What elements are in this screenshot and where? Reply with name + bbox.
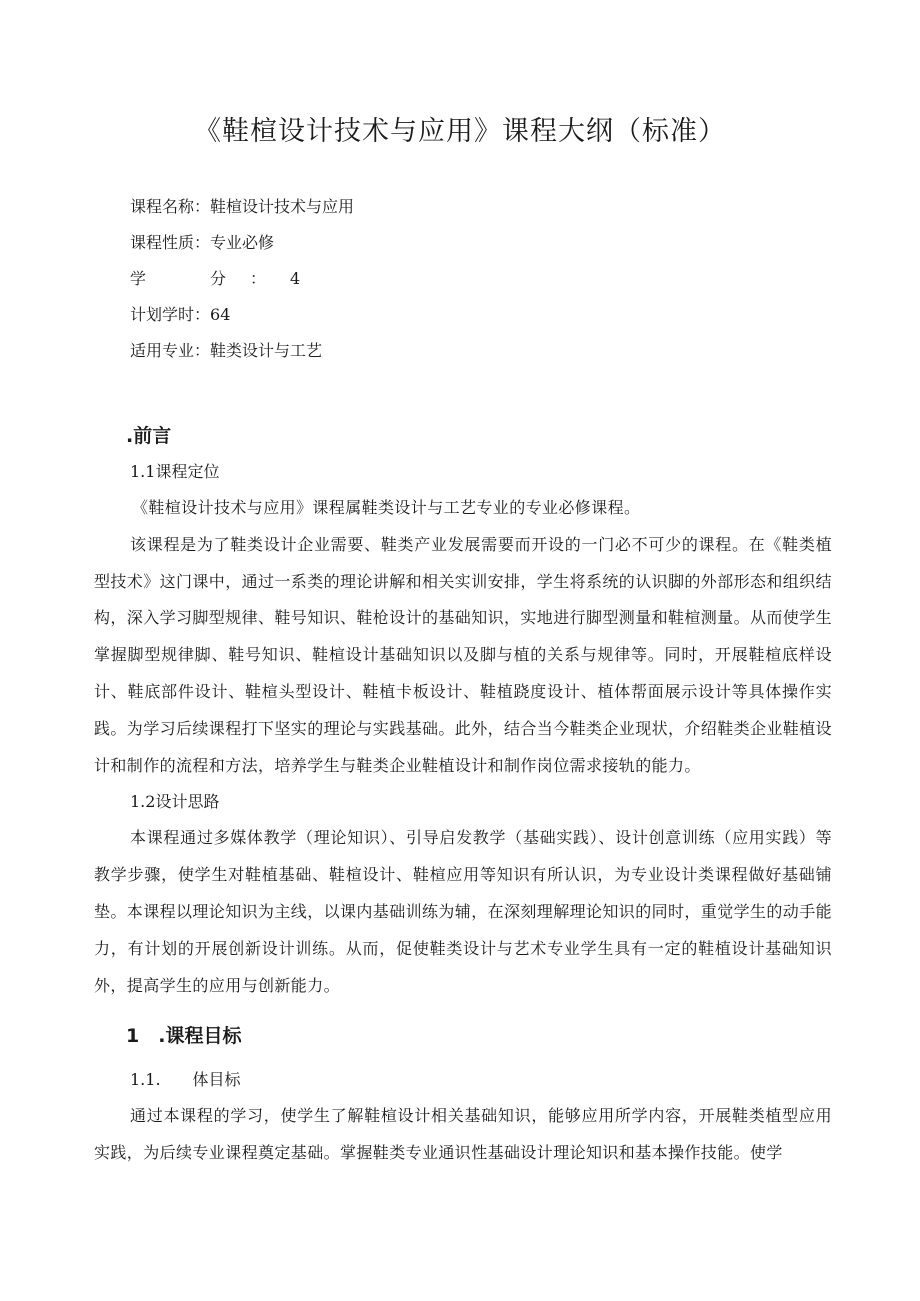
applicable-major-label: 适用专业：	[130, 341, 211, 360]
applicable-major-row	[130, 333, 354, 369]
preface-heading: .前言	[126, 425, 172, 447]
credits-value: 4	[290, 269, 301, 288]
overall-goal-paragraph: 通过本课程的学习，使学生了解鞋楦设计相关基础知识，能够应用所学内容，开展鞋类植型应用实践，为后续专业课程奠定基础。掌握鞋类专业通识性基础设计理论知识和基本操作技能。使学	[94, 1106, 832, 1163]
planned-hours-label: 计划学时：	[130, 305, 211, 324]
overall-goal-heading: 1.1. 体目标	[130, 1070, 241, 1090]
course-info-block	[130, 189, 354, 369]
design-approach-heading: 1.2设计思路	[130, 792, 220, 812]
course-name-value: 鞋楦设计技术与应用	[210, 197, 355, 216]
course-nature-value: 专业必修	[210, 233, 275, 252]
credits-row	[130, 261, 354, 297]
course-nature-label: 课程性质：	[130, 233, 211, 252]
course-positioning-heading: 1.1课程定位	[130, 462, 220, 481]
course-positioning-paragraph-2: 该课程是为了鞋类设计企业需要、鞋类产业发展需要而开设的一门必不可少的课程。在《鞋类植型技术》这门课中，通过一系类的理论讲解和相关实训安排，学生将系统的认识脚的外部形态和组织结构，深入学习脚型规律、鞋号知识、鞋枪设计的基础知识，实地进行脚型测量和鞋楦测量。从而使学生掌握脚型规律脚、鞋号知识、鞋楦设计基础知识以及脚与植的关系与规律等。同时，开展鞋楦底样设计、鞋底部件设计、鞋楦头型设计、鞋植卡板设计、鞋植跷度设计、植体帮面展示设计等具体操作实践。为学习后续课程打下坚实的理论与实践基础。此外，结合当今鞋类企业现状，介绍鞋类企业鞋植设计和制作的流程和方法，培养学生与鞋类企业鞋植设计和制作岗位需求接轨的能力。	[94, 534, 833, 775]
design-approach-paragraph: 本课程通过多媒体教学（理论知识）、引导启发教学（基础实践）、设计创意训练（应用实践）等教学步骤，使学生对鞋植基础、鞋楦设计、鞋楦应用等知识有所认识，为专业设计类课程做好基础铺垫。本课程以理论知识为主线，以课内基础训练为辅，在深刻理解理论知识的同时，重觉学生的动手能力，有计划的开展创新设计训练。从而，促使鞋类设计与艺术专业学生具有一定的鞋植设计基础知识外，提高学生的应用与创新能力。	[94, 828, 833, 995]
document-body	[94, 418, 832, 1172]
course-nature-row	[130, 225, 354, 261]
applicable-major-value: 鞋类设计与工艺	[210, 341, 323, 360]
course-goals-heading: 1 .课程目标	[126, 1025, 242, 1048]
planned-hours-value: 64	[210, 305, 231, 324]
planned-hours-row	[130, 297, 354, 333]
course-name-label: 课程名称：	[130, 197, 211, 216]
credits-label: 学 分：	[130, 269, 291, 288]
course-positioning-paragraph-1: 《鞋楦设计技术与应用》课程属鞋类设计与工艺专业的专业必修课程。	[132, 498, 641, 517]
course-name-row	[130, 189, 354, 225]
document-title: 《鞋楦设计技术与应用》课程大纲（标准）	[194, 116, 726, 147]
